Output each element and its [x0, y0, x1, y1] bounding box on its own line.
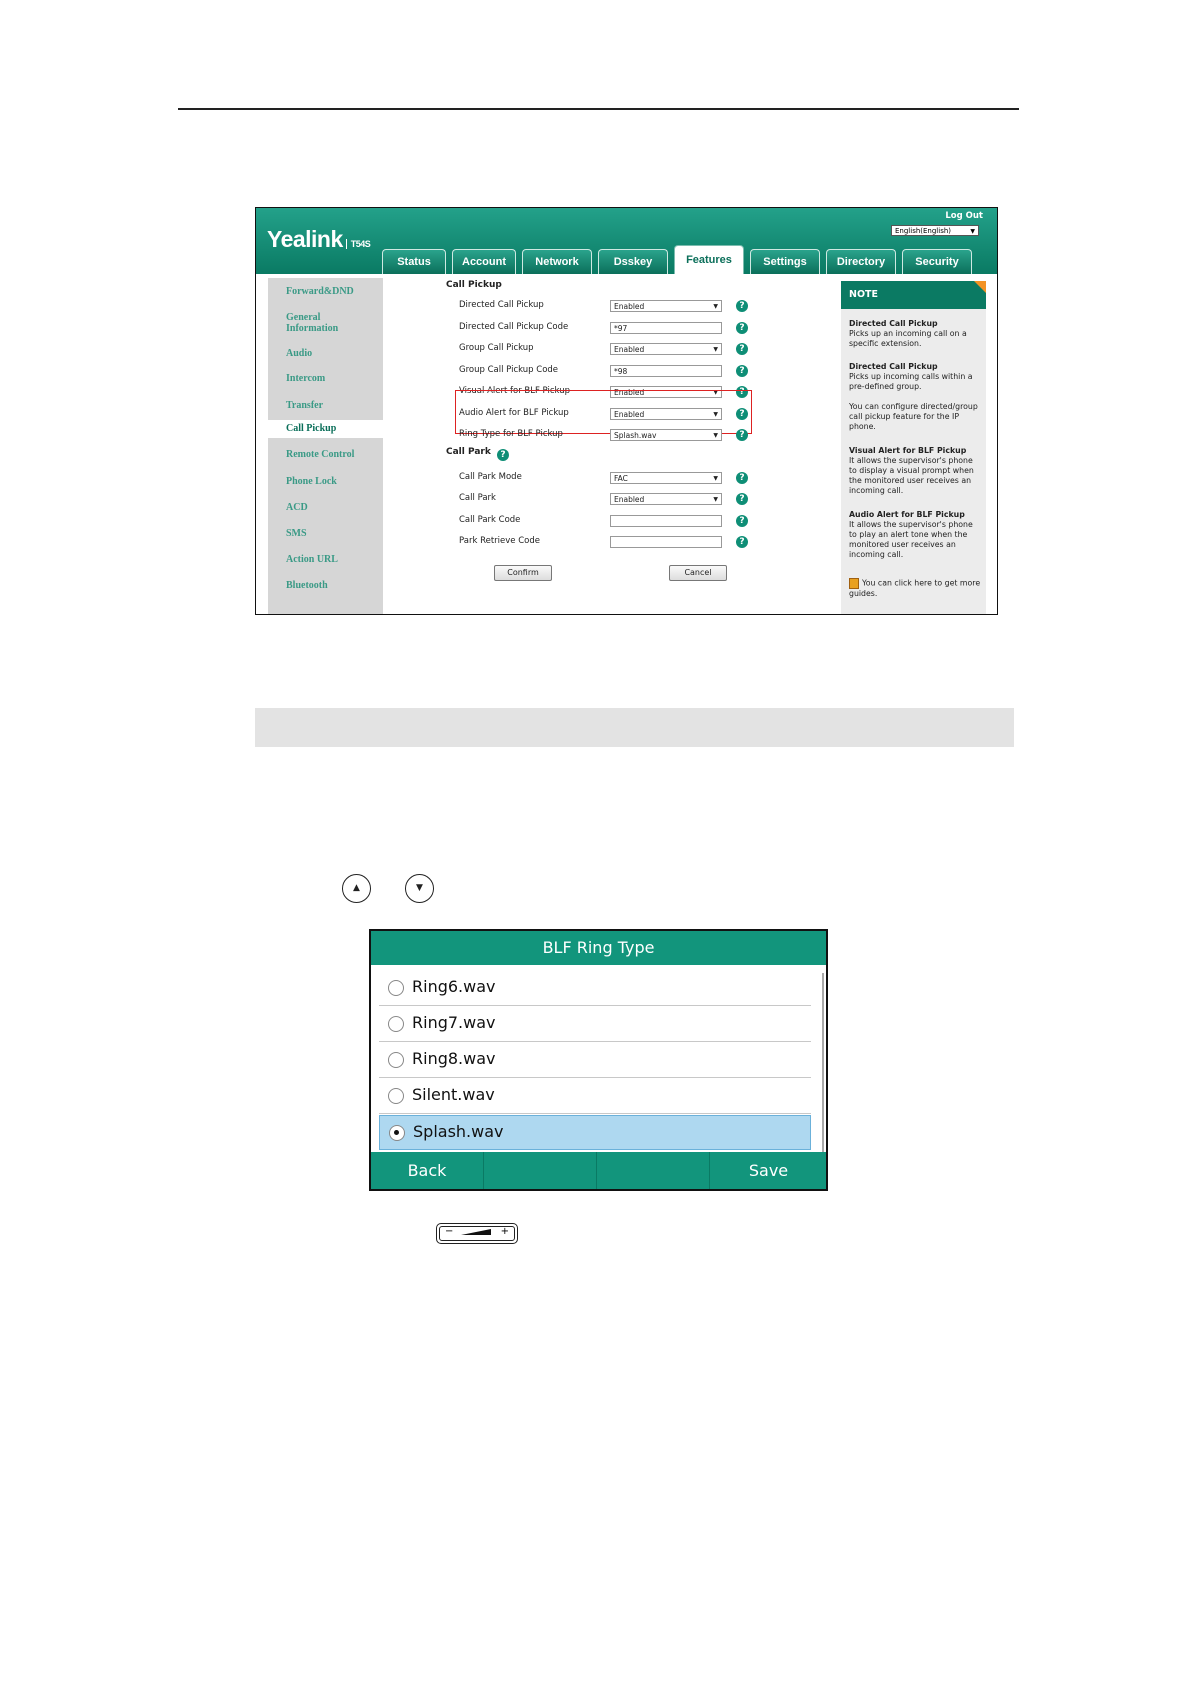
- note-item-text: It allows the supervisor's phone to display a visual prompt when the monitored user receives an incoming call.: [849, 456, 974, 495]
- group-call-pickup-code-input[interactable]: *98: [610, 365, 722, 377]
- chevron-down-icon: ▼: [713, 346, 718, 353]
- list-item[interactable]: [379, 1007, 811, 1042]
- tab-status[interactable]: Status: [382, 249, 446, 274]
- sidebar-item-transfer[interactable]: Transfer: [286, 400, 324, 411]
- list-item-label: Ring7.wav: [412, 1013, 496, 1032]
- tab-dsskey[interactable]: Dsskey: [598, 249, 668, 274]
- help-icon[interactable]: ?: [736, 343, 748, 355]
- page-header-rule: [178, 108, 1019, 110]
- cancel-button[interactable]: Cancel: [669, 565, 727, 581]
- note-item: [849, 446, 981, 496]
- logout-link[interactable]: Log Out: [945, 211, 983, 221]
- field-label: Directed Call Pickup Code: [459, 322, 569, 332]
- help-icon[interactable]: ?: [736, 493, 748, 505]
- tab-network[interactable]: Network: [522, 249, 592, 274]
- note-item-text: It allows the supervisor's phone to play an alert tone when the monitored user receives an incoming call.: [849, 520, 973, 559]
- chevron-down-icon: ▼: [713, 496, 718, 503]
- phone-screen: [369, 929, 828, 1191]
- note-item: [849, 362, 981, 392]
- list-item-label: Splash.wav: [413, 1122, 504, 1141]
- sidebar-item-acd[interactable]: ACD: [286, 502, 308, 513]
- plus-icon: +: [500, 1226, 509, 1237]
- field-label: Visual Alert for BLF Pickup: [459, 386, 570, 396]
- sidebar-item-bluetooth[interactable]: Bluetooth: [286, 580, 328, 591]
- chevron-down-icon: ▼: [713, 432, 718, 439]
- web-ui-header: [256, 208, 997, 274]
- chevron-down-icon: ▼: [713, 389, 718, 396]
- corner-fold-icon: [974, 281, 986, 293]
- note-item: [849, 510, 981, 560]
- call-park-mode-select[interactable]: [610, 472, 722, 484]
- note-item-heading: Audio Alert for BLF Pickup: [849, 510, 965, 519]
- chevron-down-icon: ▼: [970, 228, 975, 235]
- group-call-pickup-select[interactable]: [610, 343, 722, 355]
- up-arrow-key-icon: ▲: [342, 874, 371, 903]
- radio-button[interactable]: [388, 1088, 404, 1104]
- sidebar-item-action-url[interactable]: Action URL: [286, 554, 338, 565]
- help-icon[interactable]: ?: [736, 300, 748, 312]
- model-name: T54S: [346, 239, 371, 249]
- radio-button[interactable]: [388, 1016, 404, 1032]
- call-park-select[interactable]: [610, 493, 722, 505]
- list-item-label: Silent.wav: [412, 1085, 495, 1104]
- field-label: Directed Call Pickup: [459, 300, 544, 310]
- help-icon[interactable]: ?: [736, 429, 748, 441]
- list-item-label: Ring6.wav: [412, 977, 496, 996]
- select-value: Enabled: [614, 410, 645, 419]
- guide-link[interactable]: [849, 578, 981, 599]
- field-label: Call Park: [459, 493, 496, 503]
- phone-screen-title: BLF Ring Type: [371, 931, 826, 965]
- confirm-button[interactable]: Confirm: [494, 565, 552, 581]
- note-item-text: You can configure directed/group call pickup feature for the IP phone.: [849, 402, 978, 431]
- sidebar-item-audio[interactable]: Audio: [286, 348, 313, 359]
- field-label: Group Call Pickup Code: [459, 365, 559, 375]
- radio-button-selected[interactable]: [389, 1125, 405, 1141]
- sidebar-item-call-pickup[interactable]: Call Pickup: [268, 420, 383, 438]
- minus-icon: −: [445, 1226, 454, 1237]
- directed-call-pickup-code-input[interactable]: *97: [610, 322, 722, 334]
- ring-type-blf-pickup-select[interactable]: [610, 429, 722, 441]
- help-icon[interactable]: ?: [497, 449, 509, 461]
- note-item-heading: Visual Alert for BLF Pickup: [849, 446, 967, 455]
- field-label: Ring Type for BLF Pickup: [459, 429, 563, 439]
- field-label: Call Park Mode: [459, 472, 522, 482]
- note-item-heading: Directed Call Pickup: [849, 319, 938, 328]
- note-item-text: Picks up incoming calls within a pre-defined group.: [849, 372, 973, 391]
- park-retrieve-code-input[interactable]: [610, 536, 722, 548]
- help-icon[interactable]: ?: [736, 365, 748, 377]
- call-park-code-input[interactable]: [610, 515, 722, 527]
- radio-button[interactable]: [388, 1052, 404, 1068]
- sidebar-item-remote-control[interactable]: Remote Control: [286, 449, 355, 460]
- note-item: [849, 319, 981, 349]
- list-item[interactable]: [379, 971, 811, 1006]
- select-value: Enabled: [614, 388, 645, 397]
- note-item-text: Picks up an incoming call on a specific extension.: [849, 329, 967, 348]
- select-value: Enabled: [614, 345, 645, 354]
- field-label: Call Park Code: [459, 515, 521, 525]
- language-value: English(English): [895, 227, 952, 235]
- brand-name: Yealink: [267, 226, 343, 252]
- empty-softkey[interactable]: [484, 1152, 597, 1189]
- help-icon[interactable]: ?: [736, 386, 748, 398]
- chevron-down-icon: ▼: [713, 475, 718, 482]
- scrollbar[interactable]: [822, 973, 824, 1153]
- save-softkey[interactable]: Save: [748, 1161, 789, 1180]
- web-ui-screenshot: [255, 207, 998, 615]
- note-item-heading: Directed Call Pickup: [849, 362, 938, 371]
- radio-button[interactable]: [388, 980, 404, 996]
- select-value: FAC: [614, 474, 628, 483]
- yealink-logo: [267, 226, 370, 253]
- sidebar-item-forward-dnd[interactable]: Forward&DND: [286, 286, 354, 297]
- features-sidebar: [268, 278, 383, 615]
- tab-settings[interactable]: Settings: [750, 249, 820, 274]
- help-icon[interactable]: ?: [736, 536, 748, 548]
- list-item-selected[interactable]: [379, 1115, 811, 1150]
- highlight-box: [455, 390, 752, 434]
- help-icon[interactable]: ?: [736, 515, 748, 527]
- field-label: Park Retrieve Code: [459, 536, 540, 546]
- sidebar-item-phone-lock[interactable]: Phone Lock: [286, 476, 337, 487]
- select-value: Splash.wav: [614, 431, 657, 440]
- tab-account[interactable]: Account: [452, 249, 516, 274]
- guide-text: You can click here to get more guides.: [849, 578, 981, 598]
- sidebar-item-sms[interactable]: SMS: [286, 528, 307, 539]
- book-icon: [849, 578, 859, 589]
- note-item: [849, 402, 981, 432]
- list-item[interactable]: [379, 1043, 811, 1078]
- list-item[interactable]: [379, 1079, 811, 1114]
- field-label: Audio Alert for BLF Pickup: [459, 408, 569, 418]
- call-park-heading: Call Park: [446, 447, 491, 457]
- directed-call-pickup-select[interactable]: [610, 300, 722, 312]
- select-value: Enabled: [614, 495, 645, 504]
- sidebar-item-intercom[interactable]: Intercom: [286, 373, 326, 384]
- list-item-label: Ring8.wav: [412, 1049, 496, 1068]
- language-select[interactable]: [891, 225, 979, 236]
- select-value: Enabled: [614, 302, 645, 311]
- chevron-down-icon: ▼: [713, 303, 718, 310]
- help-icon[interactable]: ?: [736, 472, 748, 484]
- tab-directory[interactable]: Directory: [826, 249, 896, 274]
- help-icon[interactable]: ?: [736, 322, 748, 334]
- tab-features[interactable]: Features: [674, 245, 744, 274]
- back-softkey[interactable]: Back: [371, 1152, 484, 1189]
- volume-key-icon: [436, 1223, 518, 1244]
- tab-security[interactable]: Security: [902, 249, 972, 274]
- gray-banner: [255, 708, 1014, 747]
- note-panel: [841, 281, 986, 614]
- chevron-down-icon: ▼: [713, 411, 718, 418]
- volume-wedge-icon: [461, 1229, 491, 1235]
- help-icon[interactable]: ?: [736, 408, 748, 420]
- empty-softkey[interactable]: [597, 1152, 710, 1189]
- sidebar-item-general-information[interactable]: General Information: [286, 312, 339, 334]
- field-label: Group Call Pickup: [459, 343, 534, 353]
- softkey-bar: [371, 1152, 826, 1189]
- call-pickup-heading: Call Pickup: [446, 280, 502, 290]
- down-arrow-key-icon: ▼: [405, 874, 434, 903]
- note-title: NOTE: [841, 281, 986, 309]
